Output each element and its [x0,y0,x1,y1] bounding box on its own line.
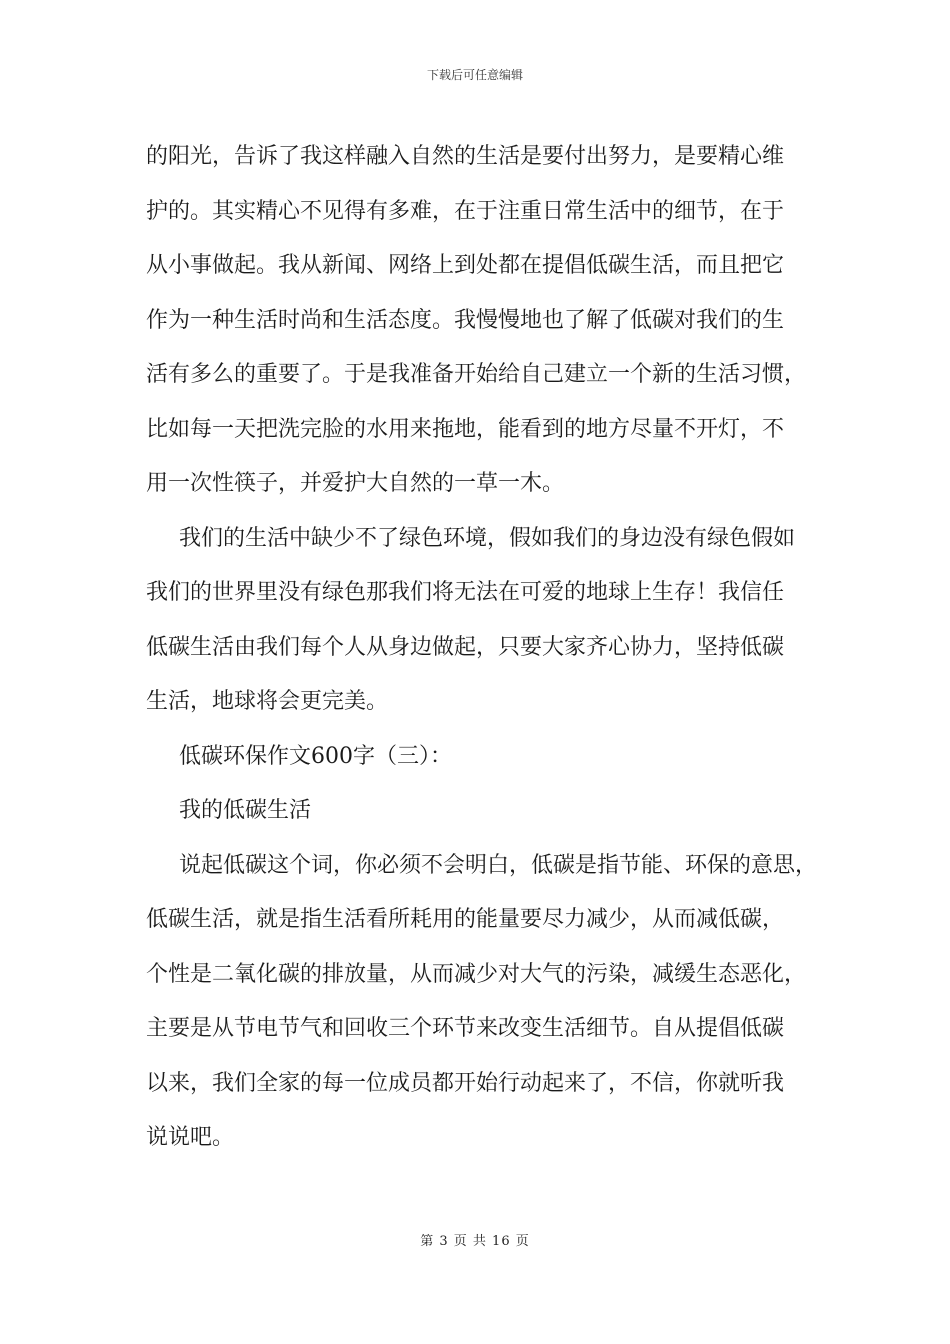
text-line: 主要是从节电节气和回收三个环节来改变生活细节。自从提倡低碳 [146,1016,785,1041]
document-body [146,130,818,1166]
text-line: 作为一种生活时尚和生活态度。我慢慢地也了解了低碳对我们的生 [146,307,785,333]
essay-title: 我的低碳生活 [179,798,312,823]
text-line: 护的。其实精心不见得有多难，在于注重日常生活中的细节，在于 [146,198,785,224]
text-line: 个性是二氧化碳的排放量，从而减少对大气的污染，减缓生态恶化， [146,961,807,987]
text-line: 用一次性筷子，并爱护大自然的一草一木。 [146,471,565,496]
text-line: 从小事做起。我从新闻、网络上到处都在提倡低碳生活，而且把它 [146,253,785,278]
paragraph-start-line: 说起低碳这个词，你必须不会明白，低碳是指节能、环保的意思， [179,852,818,878]
text-line: 低碳生活由我们每个人从身边做起，只要大家齐心协力，坚持低碳 [146,634,785,660]
section-heading: 低碳环保作文600字（三）： [179,743,452,769]
text-line: 生活，地球将会更完美。 [146,689,389,714]
text-line: 以来，我们全家的每一位成员都开始行动起来了，不信，你就听我 [146,1070,785,1096]
paragraph-start-line: 我们的生活中缺少不了绿色环境，假如我们的身边没有绿色假如 [179,525,796,551]
text-line: 的阳光，告诉了我这样融入自然的生活是要付出努力，是要精心维 [146,144,785,169]
page-header: 下载后可任意编辑 [426,68,523,82]
page-number-footer: 第 3 页 共 16 页 [420,1234,530,1249]
text-line: 活有多么的重要了。于是我准备开始给自己建立一个新的生活习惯， [146,362,807,387]
text-line: 低碳生活，就是指生活看所耗用的能量要尽力减少，从而减低碳， [146,907,785,932]
text-line: 比如每一天把洗完脸的水用来拖地，能看到的地方尽量不开灯，不 [146,416,785,442]
text-line: 我们的世界里没有绿色那我们将无法在可爱的地球上生存！我信任 [146,580,785,605]
text-line: 说说吧。 [146,1125,235,1150]
